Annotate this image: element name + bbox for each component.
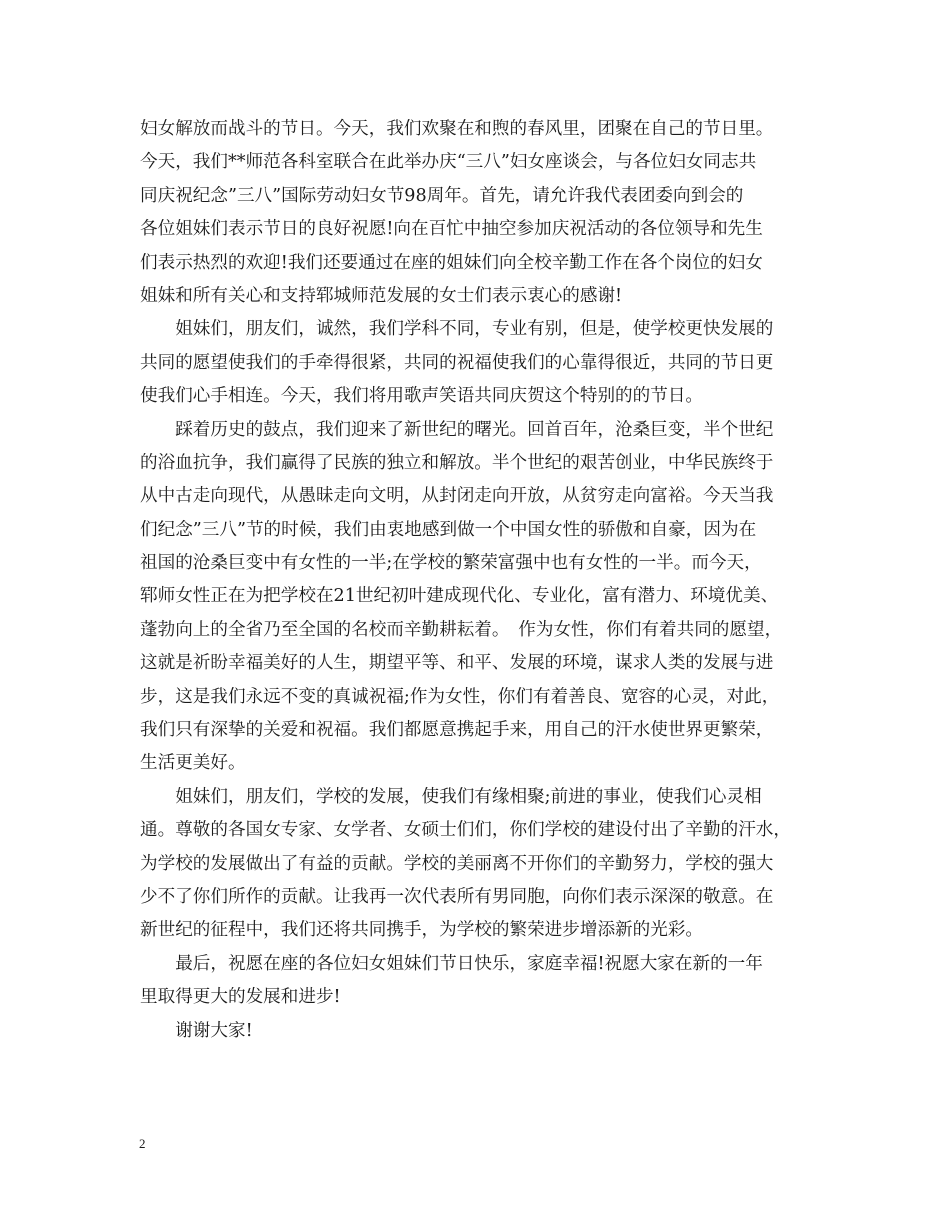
text-line: 为学校的发展做出了有益的贡献。学校的美丽离不开你们的辛勤努力，学校的强大: [140, 853, 774, 874]
text-line: 踩着历史的鼓点，我们迎来了新世纪的曙光。回首百年，沧桑巨变，半个世纪: [140, 419, 774, 440]
text-line: 通。尊敬的各国女专家、女学者、女硕士们们，你们学校的建设付出了辛勤的汗水，: [140, 820, 791, 841]
text-line: 妇女解放而战斗的节日。今天，我们欢聚在和煦的春风里，团聚在自己的节日里。: [140, 119, 774, 139]
text-line: 生活更美好。: [140, 753, 246, 774]
text-line: 同庆祝纪念”三八”国际劳动妇女节98周年。首先，请允许我代表团委向到会的: [140, 185, 744, 206]
text-line: 祖国的沧桑巨变中有女性的一半;在学校的繁荣富强中也有女性的一半。而今天，: [140, 553, 762, 574]
text-line: 少不了你们所作的贡献。让我再一次代表所有男同胞，向你们表示深深的敬意。在: [140, 886, 774, 907]
text-line: 使我们心手相连。今天，我们将用歌声笑语共同庆贺这个特别的的节日。: [140, 386, 704, 407]
text-line: 姐妹们，朋友们，诚然，我们学科不同，专业有别，但是，使学校更快发展的: [140, 319, 774, 340]
text-line: 们表示热烈的欢迎!我们还要通过在座的姐妹们向全校辛勤工作在各个岗位的妇女: [140, 252, 763, 273]
text-line: 共同的愿望使我们的手牵得很紧，共同的祝福使我们的心靠得很近，共同的节日更: [140, 352, 774, 373]
text-line: 新世纪的征程中，我们还将共同携手，为学校的繁荣进步增添新的光彩。: [140, 920, 704, 941]
text-line: 步，这是我们永远不变的真诚祝福;作为女性，你们有着善良、宽容的心灵，对此，: [140, 686, 780, 707]
text-line: 姐妹们，朋友们，学校的发展，使我们有缘相聚;前进的事业，使我们心灵相: [140, 786, 762, 807]
text-line: 蓬勃向上的全省乃至全国的名校而辛勤耕耘着。 作为女性，你们有着共同的愿望，: [140, 619, 783, 640]
text-line: 这就是祈盼幸福美好的人生，期望平等、和平、发展的环境，谋求人类的发展与进: [140, 653, 774, 674]
document-body: [140, 113, 812, 1048]
text-line: 各位姐妹们表示节日的良好祝愿!向在百忙中抽空参加庆祝活动的各位领导和先生: [140, 219, 763, 240]
text-line: 从中古走向现代，从愚昧走向文明，从封闭走向开放，从贫穷走向富裕。今天当我: [140, 486, 774, 507]
text-line: 郓师女性正在为把学校在21世纪初叶建成现代化、专业化，富有潜力、环境优美、: [140, 586, 779, 607]
text-line: 们纪念”三八”节的时候，我们由衷地感到做一个中国女性的骄傲和自豪，因为在: [140, 519, 757, 540]
text-line: 姐妹和所有关心和支持郓城师范发展的女士们表示衷心的感谢!: [140, 285, 623, 306]
text-line: 我们只有深挚的关爱和祝福。我们都愿意携起手来，用自己的汗水使世界更繁荣，: [140, 720, 774, 741]
text-line: 最后，祝愿在座的各位妇女姐妹们节日快乐，家庭幸福!祝愿大家在新的一年: [140, 953, 763, 974]
page-number: 2: [139, 1136, 146, 1151]
text-line: 今天，我们**师范各科室联合在此举办庆“三八”妇女座谈会，与各位妇女同志共: [140, 152, 757, 173]
text-line: 的浴血抗争，我们赢得了民族的独立和解放。半个世纪的艰苦创业，中华民族终于: [140, 452, 774, 473]
text-line: 谢谢大家!: [140, 1020, 253, 1041]
text-line: 里取得更大的发展和进步!: [140, 987, 341, 1008]
